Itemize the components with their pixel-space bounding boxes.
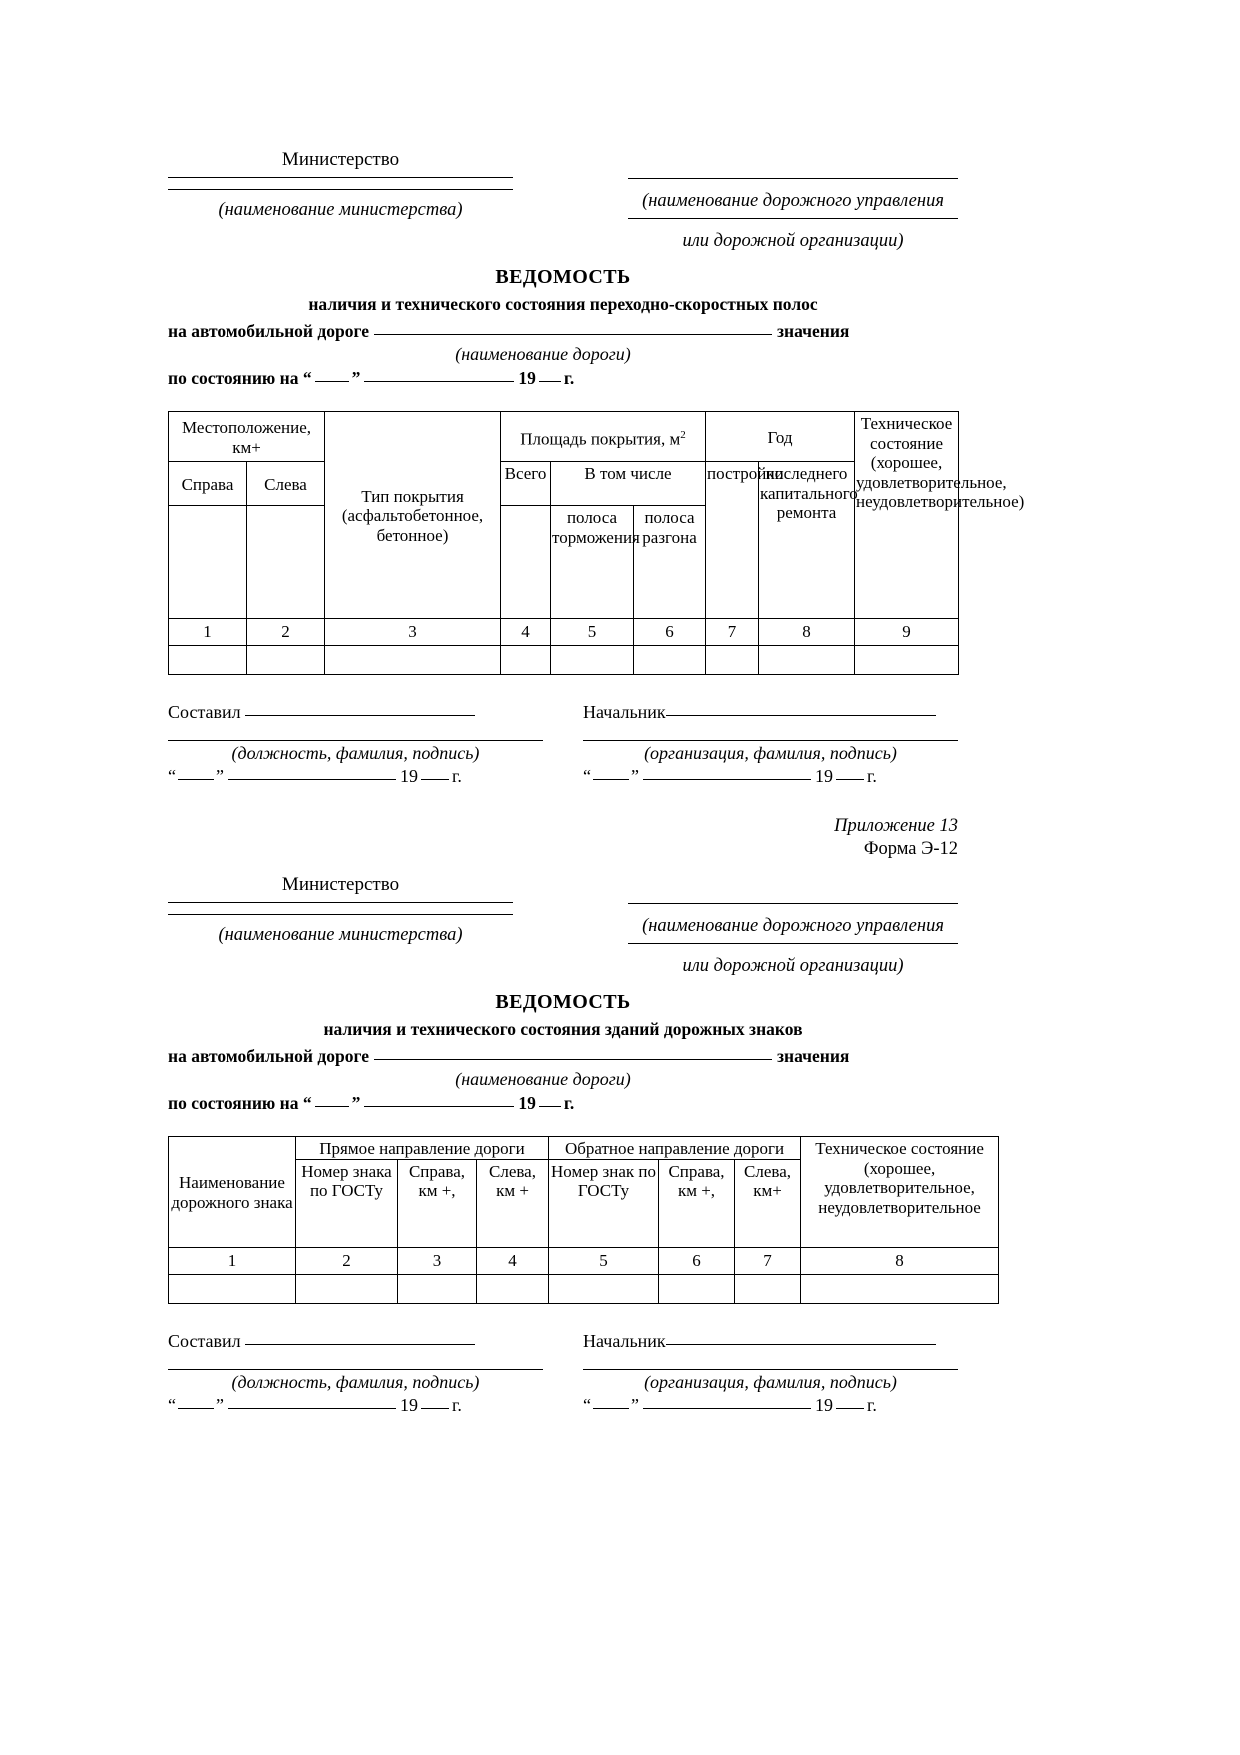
chief-row-2 (583, 1331, 958, 1352)
date-month-blank-h1[interactable] (643, 779, 811, 780)
chief-column-1 (583, 702, 958, 787)
th2-reverse-right: Справа, км +, (659, 1159, 735, 1247)
road-name-caption-2: (наименование дороги) (455, 1069, 631, 1089)
org-rule-a-1 (628, 178, 958, 179)
road-line-suffix-1: значения (776, 321, 850, 341)
cell-2[interactable] (247, 646, 325, 675)
date-month-blank-h2[interactable] (643, 1408, 811, 1409)
date-year-suffix-h2: г. (867, 1394, 877, 1415)
speed-change-lanes-table (168, 411, 1025, 675)
cell2-8[interactable] (801, 1274, 999, 1303)
date-quote-open-h1: “ (583, 766, 591, 786)
compiled-by-caption-1: (должность, фамилия, подпись) (231, 743, 480, 763)
date-quote-close-c2: ” (216, 1394, 224, 1415)
date-year-c1: 19 (400, 766, 418, 786)
chief-date-1 (583, 766, 958, 787)
ministry-caption-2: (наименование министерства) (218, 925, 463, 945)
date-year-blank-h2[interactable] (836, 1408, 864, 1409)
th2-direct-number: Номер знака по ГОСТу (296, 1159, 398, 1247)
statement-title-2: ВЕДОМОСТЬ (495, 991, 631, 1013)
th2-direct-left: Слева, км + (477, 1159, 549, 1247)
th2-reverse-number: Номер знак по ГОСТу (549, 1159, 659, 1247)
th-location-left: Слева (247, 462, 325, 506)
date-year-blank-c1[interactable] (421, 779, 449, 780)
th-area-group (501, 412, 706, 462)
org-spacer-1 (628, 148, 958, 178)
colnum-1: 1 (169, 619, 247, 646)
th-tech-state: Техническое состояние (хорошее, удовлетворительное, неудовлетворительное) (855, 412, 959, 619)
cell2-4[interactable] (477, 1274, 549, 1303)
colnum-8: 8 (759, 619, 855, 646)
table2-column-numbers (169, 1247, 999, 1274)
colnum-6: 6 (634, 619, 706, 646)
as-of-year-suffix-2: г. (563, 1093, 575, 1113)
org-rule-b-1 (628, 218, 958, 219)
chief-date-2 (583, 1395, 958, 1416)
colnum2-2: 2 (296, 1247, 398, 1274)
date-day-blank-h1[interactable] (593, 779, 629, 780)
th-location: Местоположение, км+ (169, 412, 325, 462)
compiled-by-rule-1 (168, 740, 543, 741)
colnum2-7: 7 (735, 1247, 801, 1274)
statement-title-1: ВЕДОМОСТЬ (495, 266, 631, 288)
compiled-by-label-1: Составил (168, 702, 241, 722)
org-rule-a-2 (628, 903, 958, 904)
cell2-5[interactable] (549, 1274, 659, 1303)
colnum-3: 3 (325, 619, 501, 646)
date-day-blank-h2[interactable] (593, 1408, 629, 1409)
ministry-label-2: Министерство (281, 874, 400, 895)
date-year-h1: 19 (815, 766, 833, 786)
th-area-total: Всего (501, 462, 551, 506)
statement-subtitle-2: наличия и технического состояния зданий дорожных знаков (323, 1019, 803, 1039)
as-of-year-1: 19 (518, 368, 536, 388)
section-1 (168, 148, 1025, 787)
date-year-suffix-c2: г. (452, 1394, 462, 1415)
cell2-2[interactable] (296, 1274, 398, 1303)
th2-direct-group: Прямое направление дороги (296, 1137, 549, 1160)
organization-column-1 (628, 148, 958, 252)
colnum2-5: 5 (549, 1247, 659, 1274)
org-caption-line1-2: (наименование дорожного управления (642, 916, 944, 936)
colnum2-4: 4 (477, 1247, 549, 1274)
cell-5[interactable] (551, 646, 634, 675)
chief-label-2: Начальник (583, 1330, 666, 1351)
chief-blank-1[interactable] (666, 715, 936, 716)
th-area-group-label: Площадь покрытия, м (520, 429, 681, 449)
th2-tech-state: Техническое состояние (хорошее, удовлетворительное, неудовлетворительное (801, 1137, 999, 1248)
cell-3[interactable] (325, 646, 501, 675)
road-name-line-1 (168, 321, 958, 342)
date-year-suffix-c1: г. (452, 766, 462, 786)
as-of-day-blank-1[interactable] (315, 381, 349, 382)
road-line-suffix-2: значения (776, 1046, 850, 1066)
date-month-blank-c2[interactable] (228, 1408, 396, 1409)
chief-caption-2: (организация, фамилия, подпись) (644, 1371, 897, 1392)
date-quote-close-h2: ” (631, 1394, 639, 1415)
as-of-month-blank-2[interactable] (364, 1106, 514, 1107)
date-day-blank-c1[interactable] (178, 779, 214, 780)
table2-header-row-1 (169, 1137, 999, 1160)
compiled-by-date-2 (168, 1395, 543, 1416)
compiled-by-column-2 (168, 1331, 543, 1416)
section-2 (168, 873, 984, 1416)
compiled-by-caption-2: (должность, фамилия, подпись) (231, 1371, 480, 1392)
colnum2-6: 6 (659, 1247, 735, 1274)
org-rule-b-2 (628, 943, 958, 944)
appendix-label: Приложение 13 (834, 816, 958, 836)
th-location-right-body (169, 506, 247, 619)
table1-header-row-2 (169, 462, 959, 506)
chief-caption-1: (организация, фамилия, подпись) (644, 743, 897, 763)
th-year-built: постройки (706, 462, 759, 619)
ministry-rule-b-1 (168, 189, 513, 190)
date-year-suffix-h1: г. (867, 766, 877, 786)
cell-8[interactable] (759, 646, 855, 675)
as-of-prefix-1: по состоянию на “ (168, 368, 312, 388)
date-year-c2: 19 (400, 1394, 418, 1415)
date-month-blank-c1[interactable] (228, 779, 396, 780)
date-quote-open-h2: “ (583, 1394, 591, 1415)
as-of-day-blank-2[interactable] (315, 1106, 349, 1107)
date-year-h2: 19 (815, 1394, 833, 1415)
organization-column-2 (628, 873, 958, 977)
chief-label-1: Начальник (583, 702, 666, 722)
date-quote-close-h1: ” (631, 766, 639, 786)
th-lane-accel: полоса разгона (634, 506, 706, 619)
date-quote-close-c1: ” (216, 766, 224, 786)
org-caption-line2-1: или дорожной организации) (682, 231, 904, 251)
road-name-line-2 (168, 1046, 958, 1067)
road-name-blank-1[interactable] (374, 334, 772, 335)
th-year-group: Год (706, 412, 855, 462)
ministry-rule-a-1 (168, 177, 513, 178)
colnum-2: 2 (247, 619, 325, 646)
date-year-blank-c2[interactable] (421, 1408, 449, 1409)
chief-column-2 (583, 1331, 958, 1416)
table1-header-row-1 (169, 412, 959, 462)
th-area-including: В том числе (551, 462, 706, 506)
th2-sign-name: Наименование дорожного знака (169, 1137, 296, 1248)
cell2-3[interactable] (398, 1274, 477, 1303)
colnum2-1: 1 (169, 1247, 296, 1274)
ministry-column-1 (168, 148, 513, 221)
cell-6[interactable] (634, 646, 706, 675)
colnum2-8: 8 (801, 1247, 999, 1274)
date-day-blank-c2[interactable] (178, 1408, 214, 1409)
compiled-by-column-1 (168, 702, 543, 787)
as-of-quote-2: ” (351, 1093, 361, 1113)
as-of-quote-1: ” (351, 368, 361, 388)
road-name-blank-2[interactable] (374, 1059, 772, 1060)
cell2-6[interactable] (659, 1274, 735, 1303)
ministry-rule-b-2 (168, 914, 513, 915)
compiled-by-blank-1[interactable] (245, 715, 475, 716)
as-of-year-suffix-1: г. (563, 368, 575, 388)
ministry-header-block-2 (168, 873, 958, 977)
compiled-by-date-1 (168, 766, 543, 787)
statement-subtitle-1: наличия и технического состояния переходно-скоростных полос (308, 294, 818, 314)
colnum2-3: 3 (398, 1247, 477, 1274)
table-row[interactable] (169, 646, 959, 675)
signature-block-1 (168, 702, 958, 787)
ministry-rule-a-2 (168, 902, 513, 903)
table1-column-numbers (169, 619, 959, 646)
org-caption-line1-1: (наименование дорожного управления (642, 191, 944, 211)
th-area-group-superscript: 2 (680, 428, 686, 441)
colnum-5: 5 (551, 619, 634, 646)
as-of-month-blank-1[interactable] (364, 381, 514, 382)
cell-4[interactable] (501, 646, 551, 675)
cell2-1[interactable] (169, 1274, 296, 1303)
th-lane-braking: полоса торможения (551, 506, 634, 619)
road-name-caption-1: (наименование дороги) (455, 344, 631, 364)
th-year-repair: последнего капитального ремонта (759, 462, 855, 619)
road-signs-table (168, 1136, 999, 1304)
as-of-date-line-2 (168, 1093, 958, 1114)
chief-blank-2[interactable] (666, 1344, 936, 1345)
appendix-label-block (168, 815, 958, 861)
as-of-date-line-1 (168, 368, 958, 389)
ministry-label-1: Министерство (281, 149, 400, 170)
chief-rule-1 (583, 740, 958, 741)
org-caption-line2-2: или дорожной организации) (682, 956, 904, 976)
colnum-4: 4 (501, 619, 551, 646)
th-location-right: Справа (169, 462, 247, 506)
table-row[interactable] (169, 1274, 999, 1303)
th2-reverse-group: Обратное направление дороги (549, 1137, 801, 1160)
ministry-column-2 (168, 873, 513, 946)
date-year-blank-h1[interactable] (836, 779, 864, 780)
compiled-by-label-2: Составил (168, 1330, 241, 1351)
road-line-prefix-1: на автомобильной дороге (168, 321, 369, 341)
th-coating-type: Тип покрытия (асфальтобетонное, бетонное) (325, 412, 501, 619)
colnum-9: 9 (855, 619, 959, 646)
as-of-year-blank-2[interactable] (539, 1106, 561, 1107)
cell2-7[interactable] (735, 1274, 801, 1303)
cell-9[interactable] (855, 646, 959, 675)
compiled-by-blank-2[interactable] (245, 1344, 475, 1345)
ministry-caption-1: (наименование министерства) (218, 200, 463, 220)
road-line-prefix-2: на автомобильной дороге (168, 1046, 369, 1066)
compiled-by-rule-2 (168, 1369, 543, 1370)
date-quote-open-c2: “ (168, 1394, 176, 1415)
th2-direct-right: Справа, км +, (398, 1159, 477, 1247)
compiled-by-row-2 (168, 1331, 543, 1352)
as-of-prefix-2: по состоянию на “ (168, 1093, 312, 1113)
th-location-left-body (247, 506, 325, 619)
cell-1[interactable] (169, 646, 247, 675)
as-of-year-blank-1[interactable] (539, 381, 561, 382)
compiled-by-row-1 (168, 702, 543, 723)
org-spacer-2 (628, 873, 958, 903)
cell-7[interactable] (706, 646, 759, 675)
ministry-header-block-1 (168, 148, 958, 252)
date-quote-open-c1: “ (168, 766, 176, 786)
chief-rule-2 (583, 1369, 958, 1370)
th2-reverse-left: Слева, км+ (735, 1159, 801, 1247)
form-code-label: Форма Э-12 (863, 839, 958, 859)
colnum-7: 7 (706, 619, 759, 646)
signature-block-2 (168, 1331, 958, 1416)
chief-row-1 (583, 702, 958, 723)
as-of-year-2: 19 (518, 1093, 536, 1113)
th-area-total-body (501, 506, 551, 619)
